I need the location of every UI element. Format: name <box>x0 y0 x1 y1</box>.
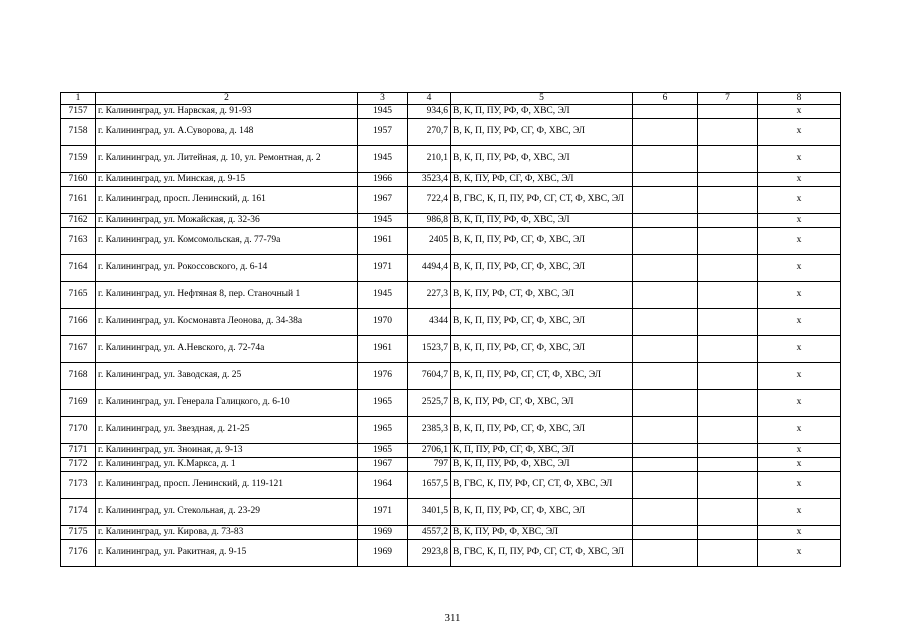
year-cell: 1967 <box>358 187 408 214</box>
row-number: 7167 <box>61 336 96 363</box>
year-cell: 1945 <box>358 282 408 309</box>
mark-cell: х <box>758 472 841 499</box>
column-6-cell <box>633 214 698 228</box>
mark-cell: х <box>758 526 841 540</box>
column-6-cell <box>633 282 698 309</box>
mark-cell: х <box>758 390 841 417</box>
row-number: 7166 <box>61 309 96 336</box>
row-number: 7173 <box>61 472 96 499</box>
mark-cell: х <box>758 214 841 228</box>
column-7-cell <box>698 363 758 390</box>
column-6-cell <box>633 105 698 119</box>
mark-cell: х <box>758 146 841 173</box>
row-number: 7168 <box>61 363 96 390</box>
table-row <box>61 526 841 540</box>
table-row <box>61 336 841 363</box>
table-row <box>61 214 841 228</box>
systems-cell: В, К, П, ПУ, РФ, Ф, ХВС, ЭЛ <box>451 458 633 472</box>
column-header-2: 2 <box>96 93 358 105</box>
column-7-cell <box>698 214 758 228</box>
address-cell: г. Калининград, ул. Заводская, д. 25 <box>96 363 358 390</box>
address-cell: г. Калининград, ул. Минская, д. 9-15 <box>96 173 358 187</box>
year-cell: 1971 <box>358 255 408 282</box>
table-row <box>61 255 841 282</box>
systems-cell: В, К, П, ПУ, РФ, СГ, СТ, Ф, ХВС, ЭЛ <box>451 363 633 390</box>
year-cell: 1967 <box>358 458 408 472</box>
table-row <box>61 540 841 567</box>
column-7-cell <box>698 146 758 173</box>
systems-cell: В, ГВС, К, П, ПУ, РФ, СГ, СТ, Ф, ХВС, ЭЛ <box>451 540 633 567</box>
column-6-cell <box>633 336 698 363</box>
area-cell: 4344 <box>408 309 451 336</box>
row-number: 7160 <box>61 173 96 187</box>
area-cell: 3523,4 <box>408 173 451 187</box>
systems-cell: В, К, П, ПУ, РФ, Ф, ХВС, ЭЛ <box>451 214 633 228</box>
systems-cell: В, ГВС, К, ПУ, РФ, СГ, СТ, Ф, ХВС, ЭЛ <box>451 472 633 499</box>
address-cell: г. Калининград, ул. Ракитная, д. 9-15 <box>96 540 358 567</box>
column-6-cell <box>633 173 698 187</box>
mark-cell: х <box>758 187 841 214</box>
year-cell: 1970 <box>358 309 408 336</box>
row-number: 7169 <box>61 390 96 417</box>
column-6-cell <box>633 228 698 255</box>
area-cell: 2706,1 <box>408 444 451 458</box>
column-7-cell <box>698 390 758 417</box>
area-cell: 7604,7 <box>408 363 451 390</box>
mark-cell: х <box>758 458 841 472</box>
address-cell: г. Калининград, ул. Зноиная, д. 9-13 <box>96 444 358 458</box>
column-6-cell <box>633 540 698 567</box>
mark-cell: х <box>758 119 841 146</box>
column-6-cell <box>633 458 698 472</box>
year-cell: 1945 <box>358 105 408 119</box>
year-cell: 1969 <box>358 540 408 567</box>
column-6-cell <box>633 417 698 444</box>
column-6-cell <box>633 444 698 458</box>
address-cell: г. Калининград, ул. Нарвская, д. 91-93 <box>96 105 358 119</box>
column-7-cell <box>698 417 758 444</box>
column-7-cell <box>698 255 758 282</box>
year-cell: 1971 <box>358 499 408 526</box>
area-cell: 986,8 <box>408 214 451 228</box>
area-cell: 2405 <box>408 228 451 255</box>
column-7-cell <box>698 105 758 119</box>
systems-cell: В, К, ПУ, РФ, Ф, ХВС, ЭЛ <box>451 526 633 540</box>
table-row <box>61 146 841 173</box>
year-cell: 1961 <box>358 336 408 363</box>
address-cell: г. Калининград, просп. Ленинский, д. 119-121 <box>96 472 358 499</box>
row-number: 7176 <box>61 540 96 567</box>
table-row <box>61 417 841 444</box>
systems-cell: В, К, П, ПУ, РФ, Ф, ХВС, ЭЛ <box>451 105 633 119</box>
column-header-8: 8 <box>758 93 841 105</box>
address-cell: г. Калининград, ул. Стекольная, д. 23-29 <box>96 499 358 526</box>
table-row <box>61 309 841 336</box>
year-cell: 1965 <box>358 444 408 458</box>
column-7-cell <box>698 472 758 499</box>
year-cell: 1966 <box>358 173 408 187</box>
systems-cell: В, К, П, ПУ, РФ, СГ, Ф, ХВС, ЭЛ <box>451 228 633 255</box>
column-number-header-row <box>61 93 841 105</box>
column-6-cell <box>633 255 698 282</box>
column-7-cell <box>698 336 758 363</box>
table-row <box>61 363 841 390</box>
column-7-cell <box>698 119 758 146</box>
row-number: 7161 <box>61 187 96 214</box>
table-row <box>61 472 841 499</box>
area-cell: 2385,3 <box>408 417 451 444</box>
area-cell: 270,7 <box>408 119 451 146</box>
systems-cell: В, К, ПУ, РФ, СГ, Ф, ХВС, ЭЛ <box>451 390 633 417</box>
year-cell: 1964 <box>358 472 408 499</box>
mark-cell: х <box>758 540 841 567</box>
mark-cell: х <box>758 444 841 458</box>
column-7-cell <box>698 228 758 255</box>
address-cell: г. Калининград, ул. Звездная, д. 21-25 <box>96 417 358 444</box>
mark-cell: х <box>758 105 841 119</box>
address-cell: г. Калининград, ул. К.Маркса, д. 1 <box>96 458 358 472</box>
column-7-cell <box>698 458 758 472</box>
column-7-cell <box>698 526 758 540</box>
mark-cell: х <box>758 282 841 309</box>
column-6-cell <box>633 309 698 336</box>
column-6-cell <box>633 119 698 146</box>
area-cell: 2923,8 <box>408 540 451 567</box>
row-number: 7175 <box>61 526 96 540</box>
column-header-4: 4 <box>408 93 451 105</box>
column-7-cell <box>698 540 758 567</box>
column-header-7: 7 <box>698 93 758 105</box>
systems-cell: В, К, П, ПУ, РФ, СГ, Ф, ХВС, ЭЛ <box>451 499 633 526</box>
address-cell: г. Калининград, просп. Ленинский, д. 161 <box>96 187 358 214</box>
table-row <box>61 444 841 458</box>
address-cell: г. Калининград, ул. Кирова, д. 73-83 <box>96 526 358 540</box>
row-number: 7174 <box>61 499 96 526</box>
address-cell: г. Калининград, ул. А.Невского, д. 72-74а <box>96 336 358 363</box>
area-cell: 2525,7 <box>408 390 451 417</box>
area-cell: 1657,5 <box>408 472 451 499</box>
year-cell: 1965 <box>358 390 408 417</box>
address-cell: г. Калининград, ул. Можайская, д. 32-36 <box>96 214 358 228</box>
systems-cell: В, К, П, ПУ, РФ, Ф, ХВС, ЭЛ <box>451 146 633 173</box>
address-cell: г. Калининград, ул. А.Суворова, д. 148 <box>96 119 358 146</box>
area-cell: 722,4 <box>408 187 451 214</box>
mark-cell: х <box>758 417 841 444</box>
area-cell: 4557,2 <box>408 526 451 540</box>
mark-cell: х <box>758 363 841 390</box>
area-cell: 3401,5 <box>408 499 451 526</box>
address-cell: г. Калининград, ул. Комсомольская, д. 77-79а <box>96 228 358 255</box>
year-cell: 1976 <box>358 363 408 390</box>
mark-cell: х <box>758 228 841 255</box>
row-number: 7162 <box>61 214 96 228</box>
row-number: 7157 <box>61 105 96 119</box>
column-header-3: 3 <box>358 93 408 105</box>
column-7-cell <box>698 309 758 336</box>
row-number: 7158 <box>61 119 96 146</box>
systems-cell: К, П, ПУ, РФ, СГ, Ф, ХВС, ЭЛ <box>451 444 633 458</box>
column-6-cell <box>633 146 698 173</box>
table-row <box>61 228 841 255</box>
area-cell: 934,6 <box>408 105 451 119</box>
address-cell: г. Калининград, ул. Литейная, д. 10, ул. Ремонтная, д. 2 <box>96 146 358 173</box>
year-cell: 1945 <box>358 146 408 173</box>
row-number: 7172 <box>61 458 96 472</box>
area-cell: 4494,4 <box>408 255 451 282</box>
mark-cell: х <box>758 499 841 526</box>
table-row <box>61 499 841 526</box>
mark-cell: х <box>758 255 841 282</box>
column-header-1: 1 <box>61 93 96 105</box>
systems-cell: В, К, П, ПУ, РФ, СГ, Ф, ХВС, ЭЛ <box>451 309 633 336</box>
column-6-cell <box>633 472 698 499</box>
column-6-cell <box>633 187 698 214</box>
address-cell: г. Калининград, ул. Космонавта Леонова, д. 34-38а <box>96 309 358 336</box>
address-cell: г. Калининград, ул. Рокоссовского, д. 6-14 <box>96 255 358 282</box>
column-header-5: 5 <box>451 93 633 105</box>
row-number: 7159 <box>61 146 96 173</box>
column-header-6: 6 <box>633 93 698 105</box>
systems-cell: В, К, П, ПУ, РФ, СГ, Ф, ХВС, ЭЛ <box>451 119 633 146</box>
table-row <box>61 282 841 309</box>
systems-cell: В, К, ПУ, РФ, СТ, Ф, ХВС, ЭЛ <box>451 282 633 309</box>
table-row <box>61 390 841 417</box>
column-7-cell <box>698 444 758 458</box>
year-cell: 1969 <box>358 526 408 540</box>
column-6-cell <box>633 390 698 417</box>
area-cell: 797 <box>408 458 451 472</box>
year-cell: 1965 <box>358 417 408 444</box>
page-number: 311 <box>444 612 461 624</box>
mark-cell: х <box>758 336 841 363</box>
row-number: 7165 <box>61 282 96 309</box>
table-row <box>61 119 841 146</box>
area-cell: 1523,7 <box>408 336 451 363</box>
address-cell: г. Калининград, ул. Нефтяная 8, пер. Станочный 1 <box>96 282 358 309</box>
row-number: 7170 <box>61 417 96 444</box>
table-row <box>61 187 841 214</box>
column-6-cell <box>633 526 698 540</box>
row-number: 7164 <box>61 255 96 282</box>
column-6-cell <box>633 499 698 526</box>
systems-cell: В, К, П, ПУ, РФ, СГ, Ф, ХВС, ЭЛ <box>451 255 633 282</box>
area-cell: 227,3 <box>408 282 451 309</box>
systems-cell: В, К, ПУ, РФ, СГ, Ф, ХВС, ЭЛ <box>451 173 633 187</box>
area-cell: 210,1 <box>408 146 451 173</box>
column-6-cell <box>633 363 698 390</box>
year-cell: 1961 <box>358 228 408 255</box>
row-number: 7163 <box>61 228 96 255</box>
year-cell: 1957 <box>358 119 408 146</box>
mark-cell: х <box>758 309 841 336</box>
mark-cell: х <box>758 173 841 187</box>
column-7-cell <box>698 173 758 187</box>
year-cell: 1945 <box>358 214 408 228</box>
column-7-cell <box>698 187 758 214</box>
systems-cell: В, ГВС, К, П, ПУ, РФ, СГ, СТ, Ф, ХВС, ЭЛ <box>451 187 633 214</box>
column-7-cell <box>698 282 758 309</box>
systems-cell: В, К, П, ПУ, РФ, СГ, Ф, ХВС, ЭЛ <box>451 336 633 363</box>
table-row <box>61 105 841 119</box>
row-number: 7171 <box>61 444 96 458</box>
address-cell: г. Калининград, ул. Генерала Галицкого, д. 6-10 <box>96 390 358 417</box>
table-row <box>61 173 841 187</box>
table-row <box>61 458 841 472</box>
housing-registry-table <box>60 92 841 567</box>
column-7-cell <box>698 499 758 526</box>
systems-cell: В, К, П, ПУ, РФ, СГ, Ф, ХВС, ЭЛ <box>451 417 633 444</box>
